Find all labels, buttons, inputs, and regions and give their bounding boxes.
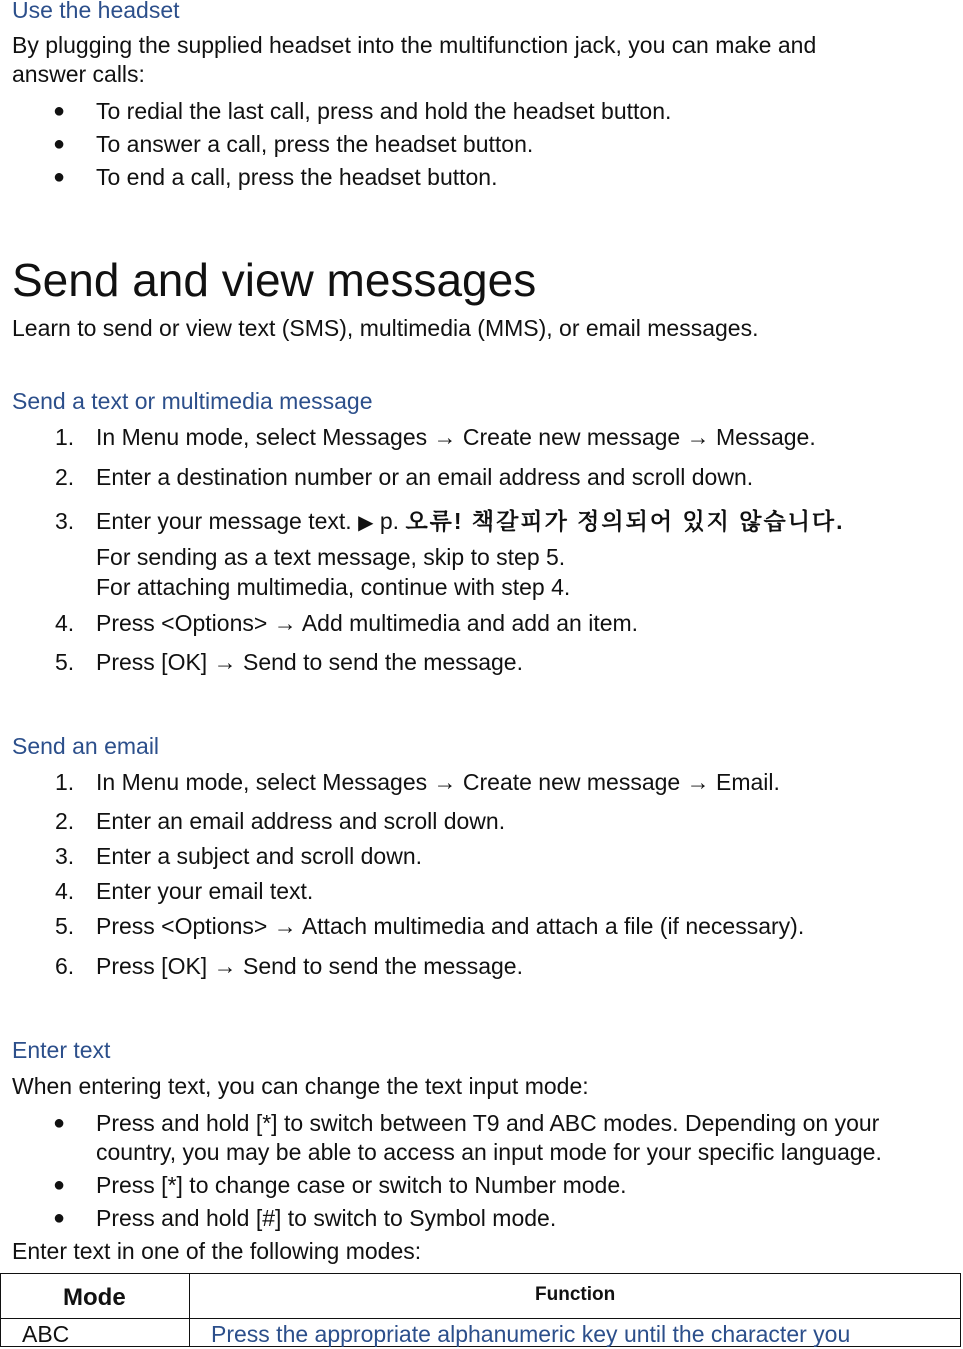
messages-intro: Learn to send or view text (SMS), multimedia (MMS), or email messages.: [12, 315, 759, 341]
enter-text-bullet-1-line2: country, you may be able to access an input mode for your specific language.: [96, 1139, 882, 1165]
bullet-icon: ●: [53, 133, 66, 155]
step-number: 5.: [55, 649, 75, 675]
enter-text-bullet-2: Press [*] to change case or switch to Number mode.: [96, 1172, 627, 1198]
enter-text-outro: Enter text in one of the following modes:: [12, 1238, 422, 1264]
send-email-step-1: In Menu mode, select Messages → Create new message → Email.: [96, 769, 780, 795]
headset-intro-line1: By plugging the supplied headset into the multifunction jack, you can make and: [12, 32, 817, 58]
step-number: 4.: [55, 878, 75, 904]
table-cell-mode: ABC: [22, 1321, 70, 1347]
page-title: Send and view messages: [12, 254, 537, 306]
enter-text-bullet-3: Press and hold [#] to switch to Symbol mode.: [96, 1205, 557, 1231]
bullet-icon: ●: [53, 100, 66, 122]
headset-bullet-3: To end a call, press the headset button.: [96, 164, 498, 190]
enter-text-bullet-1-line1: Press and hold [*] to switch between T9 and ABC modes. Depending on your: [96, 1110, 880, 1136]
step-number: 4.: [55, 610, 75, 636]
section-title-headset: Use the headset: [12, 0, 180, 23]
send-email-step-4: Enter your email text.: [96, 878, 314, 904]
modes-table: [0, 1273, 961, 1347]
step-number: 2.: [55, 464, 75, 490]
step-number: 3.: [55, 843, 75, 869]
headset-bullet-2: To answer a call, press the headset button.: [96, 131, 534, 157]
send-text-step-2: Enter a destination number or an email address and scroll down.: [96, 464, 754, 490]
bullet-icon: ●: [53, 1112, 66, 1134]
send-email-step-2: Enter an email address and scroll down.: [96, 808, 506, 834]
step-number: 1.: [55, 424, 75, 450]
send-email-step-5: Press <Options> → Attach multimedia and attach a file (if necessary).: [96, 913, 805, 939]
section-title-enter-text: Enter text: [12, 1037, 111, 1063]
enter-text-intro: When entering text, you can change the text input mode:: [12, 1073, 589, 1099]
step-number: 2.: [55, 808, 75, 834]
send-text-note-1: For sending as a text message, skip to step 5.: [96, 544, 566, 570]
bullet-icon: ●: [53, 1174, 66, 1196]
bookmark-error: 오류! 책갈피가 정의되어 있지 않습니다.: [405, 508, 845, 534]
table-divider-vertical: [189, 1274, 190, 1346]
table-cell-function: Press the appropriate alphanumeric key until the character you: [211, 1321, 851, 1347]
arrow-icon: ▶: [358, 512, 374, 534]
page-ref: p.: [379, 508, 406, 534]
headset-intro-line2: answer calls:: [12, 61, 145, 87]
send-email-step-3: Enter a subject and scroll down.: [96, 843, 423, 869]
send-text-step-3-text: Enter your message text.: [96, 508, 359, 534]
bullet-icon: ●: [53, 166, 66, 188]
send-text-step-3: [96, 507, 845, 538]
table-divider-horizontal: [1, 1318, 960, 1319]
step-number: 6.: [55, 953, 75, 979]
table-header-function: Function: [535, 1284, 616, 1305]
send-text-note-2: For attaching multimedia, continue with step 4.: [96, 574, 571, 600]
step-number: 3.: [55, 508, 75, 534]
send-text-step-5: Press [OK] → Send to send the message.: [96, 649, 523, 675]
table-header-mode: Mode: [63, 1284, 126, 1311]
headset-bullet-1: To redial the last call, press and hold the headset button.: [96, 98, 672, 124]
step-number: 1.: [55, 769, 75, 795]
step-number: 5.: [55, 913, 75, 939]
send-email-step-6: Press [OK] → Send to send the message.: [96, 953, 523, 979]
send-text-step-1: In Menu mode, select Messages → Create new message → Message.: [96, 424, 816, 450]
send-text-step-4: Press <Options> → Add multimedia and add an item.: [96, 610, 639, 636]
section-title-send-text: Send a text or multimedia message: [12, 388, 373, 414]
bullet-icon: ●: [53, 1207, 66, 1229]
section-title-send-email: Send an email: [12, 733, 160, 759]
